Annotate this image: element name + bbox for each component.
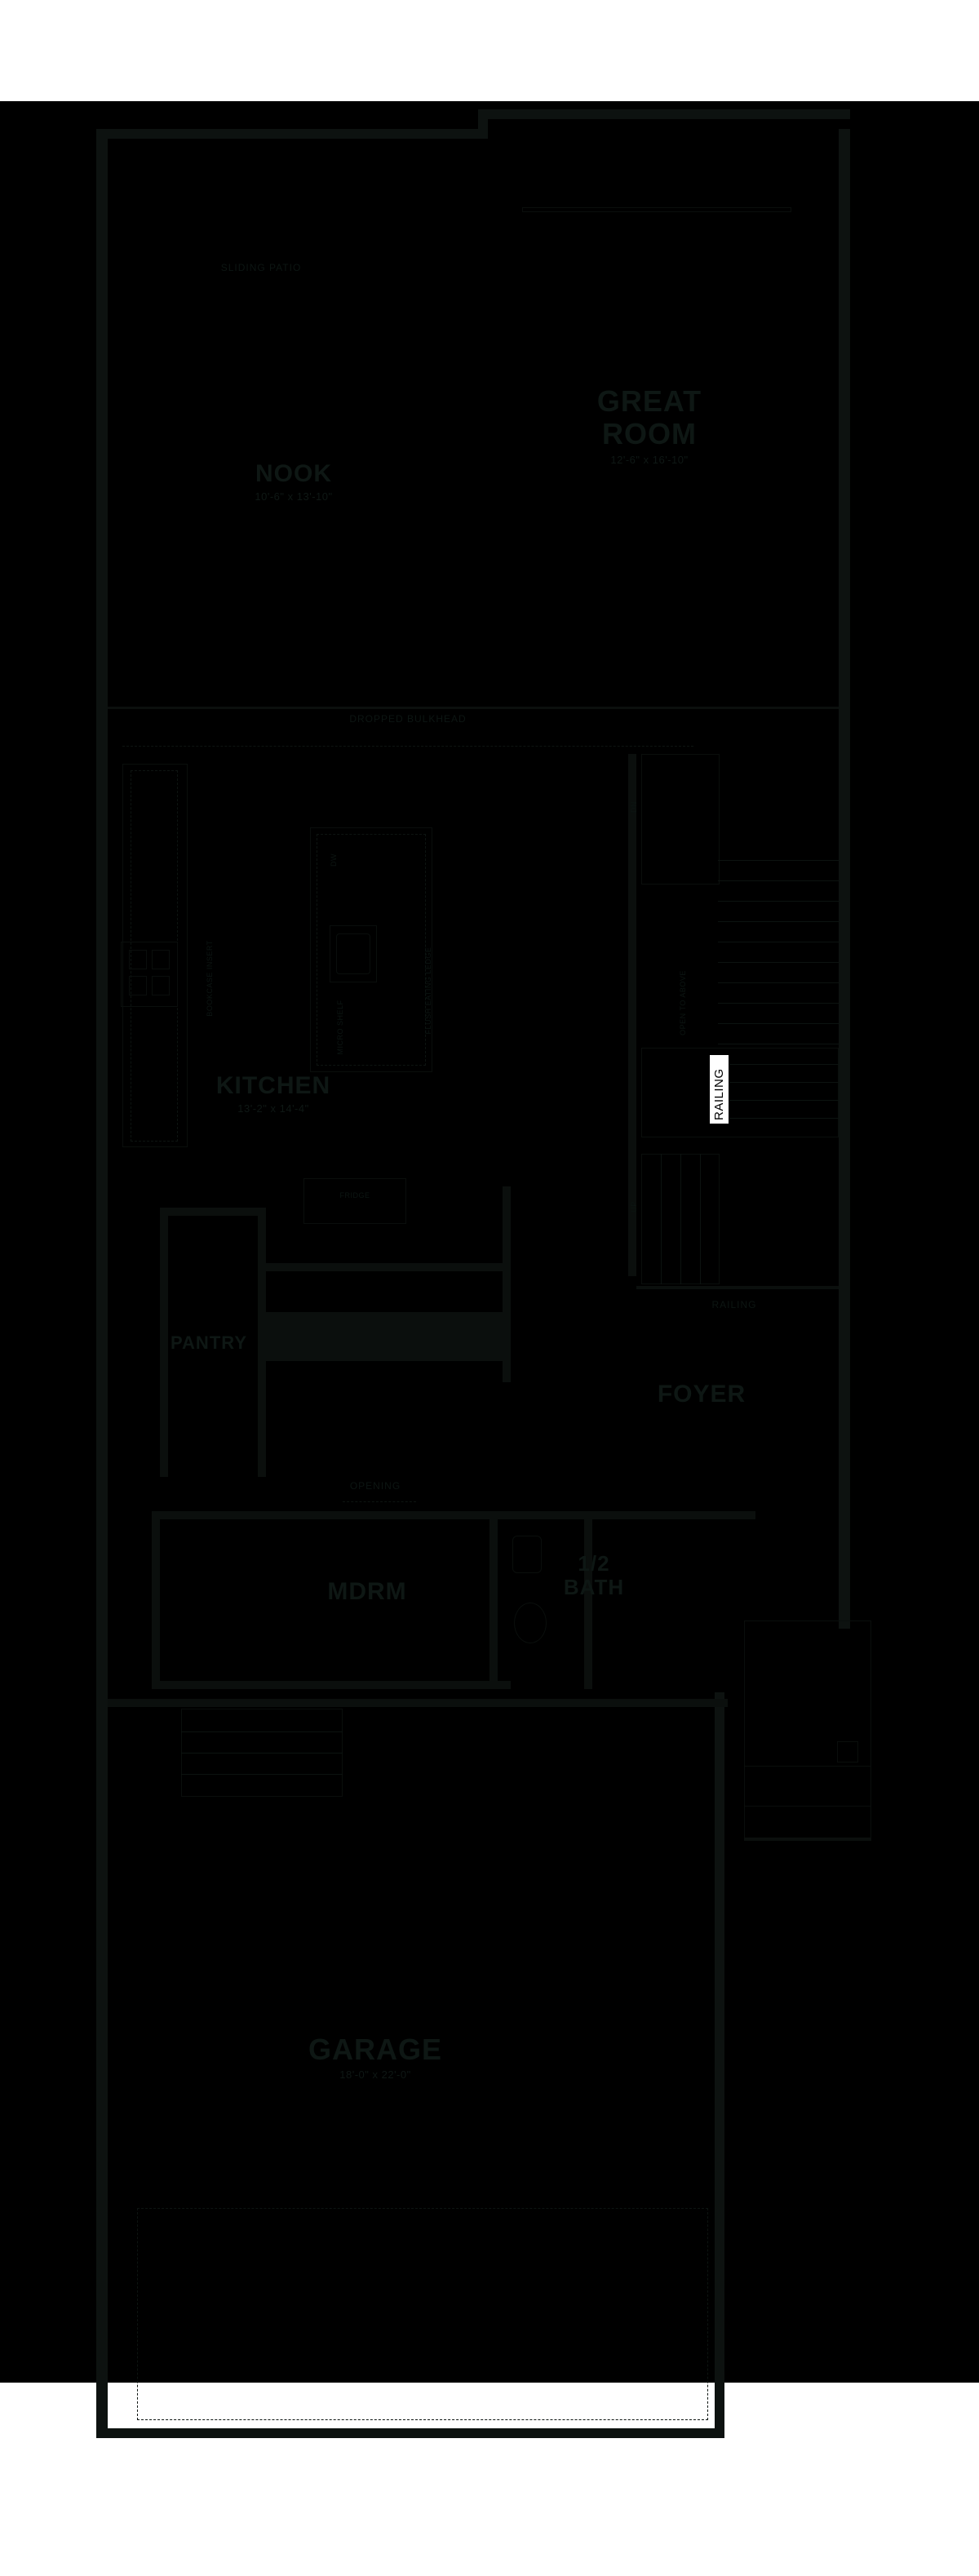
sliding-patio-label: SLIDING PATIO [220, 262, 302, 273]
great-room-name-line2: ROOM [602, 417, 697, 451]
mudroom-wall-bottom [152, 1681, 511, 1689]
mudroom-name: MDRM [327, 1578, 407, 1605]
porch-rail [744, 1838, 871, 1841]
half-bath-name-line2: BATH [563, 1575, 625, 1600]
nook-great-divider-shadow [108, 707, 839, 709]
exterior-wall-top-jog [478, 109, 488, 139]
bath-sink-icon [512, 1536, 542, 1573]
bookcase-insert-label: BOOKCASE INSERT [206, 940, 214, 1017]
toilet-icon [514, 1603, 547, 1643]
kitchen-name: KITCHEN [215, 1072, 331, 1099]
opening-line [343, 1501, 416, 1502]
exterior-wall-top [96, 129, 486, 139]
stair-dn-label: DN [630, 801, 638, 813]
dropped-bulkhead-line [122, 746, 693, 747]
room-label-kitchen [171, 1072, 375, 1115]
mudroom-wall-left [152, 1511, 160, 1689]
open-to-above-label: OPEN TO ABOVE [679, 970, 687, 1035]
garage-dims: 18'-0" x 22'-0" [339, 2068, 411, 2082]
dishwasher-label: DW [330, 853, 338, 867]
cooktop-burner-2 [152, 950, 170, 969]
sliding-patio-header [522, 207, 791, 212]
pantry-wall-top [160, 1208, 266, 1216]
exterior-wall-garage-right [715, 1692, 724, 2438]
garage-wall-top [108, 1699, 728, 1707]
exterior-wall-left [96, 129, 108, 2438]
kitchen-dims: 13'-2" x 14'-4" [237, 1102, 309, 1115]
kitchen-wall-under [266, 1312, 511, 1361]
flush-eating-ledge-label: FLUSH EATING LEDGE [424, 947, 432, 1035]
kitchen-lower-wall [266, 1263, 511, 1271]
cooktop-burner-4 [152, 976, 170, 995]
room-label-foyer [604, 1381, 800, 1408]
exterior-wall-bottom [96, 2428, 724, 2438]
mudroom-bath-divider [490, 1511, 498, 1689]
stair-up-label-1: UP [630, 1201, 638, 1213]
upper-stair-treads [718, 860, 839, 1048]
railing-line [636, 1286, 839, 1289]
stair-return-treads [641, 1154, 720, 1284]
top-white-band [0, 0, 979, 101]
exterior-wall-top-right [478, 109, 850, 119]
nook-name: NOOK [255, 460, 332, 487]
pantry-name: PANTRY [171, 1332, 247, 1353]
cooktop-burner-1 [129, 950, 147, 969]
upper-stair-run [641, 754, 720, 885]
front-entry-stoop [744, 1766, 871, 1807]
mudroom-wall-top [152, 1511, 755, 1519]
great-room-name-line1: GREAT [596, 384, 702, 418]
foyer-name: FOYER [657, 1381, 746, 1408]
bath-wall-right [584, 1511, 592, 1689]
porch-post [837, 1741, 858, 1762]
garage-steps [181, 1731, 343, 1797]
fridge-unit [303, 1178, 406, 1224]
railing-callout-tag[interactable]: RAILING [709, 1054, 729, 1124]
floor-plan-canvas [0, 101, 979, 2383]
room-label-great-room [552, 385, 747, 466]
room-label-half-bath [529, 1552, 659, 1599]
fridge-label: FRIDGE [339, 1191, 370, 1199]
half-bath-name-line1: 1/2 [578, 1551, 610, 1576]
opening-label: OPENING [349, 1480, 401, 1492]
kitchen-sink-basin [336, 933, 370, 974]
room-label-nook [196, 460, 392, 503]
micro-shelf-label: MICRO SHELF [336, 1000, 344, 1055]
cooktop-burner-3 [129, 976, 147, 995]
railing-line-label: RAILING [711, 1299, 757, 1310]
garage-name: GARAGE [308, 2033, 442, 2066]
room-label-garage [237, 2033, 514, 2081]
exterior-wall-right [839, 129, 850, 1629]
nook-dims: 10'-6" x 13'-10" [255, 490, 333, 503]
garage-door-swing-area [137, 2208, 708, 2420]
dropped-bulkhead-label: DROPPED BULKHEAD [349, 713, 467, 725]
lower-stair-treads [718, 1064, 839, 1137]
great-room-dims: 12'-6" x 16'-10" [610, 453, 689, 466]
room-label-mudroom [269, 1578, 465, 1606]
